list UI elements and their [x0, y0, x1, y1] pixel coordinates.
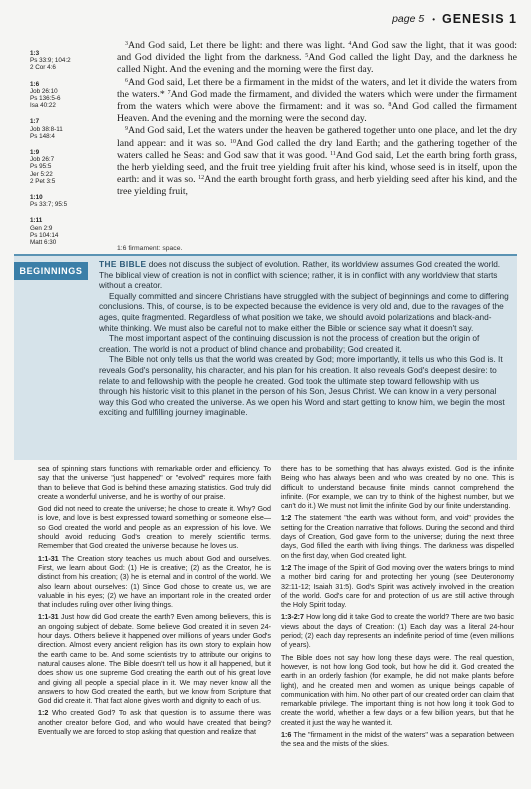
study-note-text: Who created God? To ask that question is to assume there was another creator before God, and who would have created that being? Eventually we are forced to stop asking that question and realize that — [38, 709, 272, 737]
verse-text: And God said, Let there be light: and there was light. — [128, 40, 349, 51]
cross-reference-citation: 2 Cor 4:6 — [30, 64, 56, 72]
verse-number: 4 — [348, 41, 352, 47]
study-note — [281, 514, 514, 560]
verse-text: And God called the light Day, and the darkness he called Night. And the evening and the morning were the first day. — [117, 52, 517, 76]
cross-reference-entry — [30, 194, 100, 208]
study-note-text: there has to be something that has always existed. God is the infinite Being who has always been and who was created by no one. This is difficult to understand because finite minds cannot comprehend the infinite. (For example, we can try to think of the highest number, but we can't do it.) We must not limit the infinite God by our finite understanding. — [281, 465, 514, 511]
verse-text: And God said, Let there be a firmament in the midst of the waters, and let it divide the waters from the waters.* — [117, 76, 517, 100]
cross-reference-citation: Jer 5:22 — [30, 170, 53, 178]
cross-reference-citation: Ps 148:4 — [30, 132, 55, 140]
verse-number: 7 — [167, 89, 171, 96]
verse-number: 9 — [125, 126, 128, 133]
study-note — [281, 613, 514, 650]
study-note-text: God did not need to create the universe; he chose to create it. Why? God is love, and love is best expressed toward something or someone else—so God created the world and people as an expression of his love. We should avoid reducing God's creation to merely scientific terms. Remember that God created the universe because he loves us. — [38, 505, 271, 551]
beginnings-tag: BEGINNINGS — [14, 262, 88, 280]
verse-text: And God called the dry land Earth; and the gathering together of the waters called he Seas: and God saw that it was good. — [117, 137, 517, 161]
study-note-reference: 1:3-2:7 — [281, 613, 305, 622]
beginnings-text — [99, 259, 509, 418]
cross-reference-citation: Ps 104:14 — [30, 231, 59, 239]
beginnings-paragraph: The most important aspect of the continuing discussion is not the process of creation but the origin of creation. The world is not a product of blind chance and probability; God created it. — [99, 333, 480, 354]
beginnings-sidebar — [14, 254, 517, 460]
study-note-text: The Bible does not say how long these days were. The real question, however, is not how long God took, but how he did it. God created the earth in an orderly fashion (for example, he did not make plants before light), and he created men and women as unique beings capable of communication with him. No other part of our created order can claim that remarkable privilege. The important thing is not how long it took God to create the world, whether a few days or a few billion years, but that he created it just the way he wanted it. — [281, 653, 514, 727]
beginnings-paragraph: Equally committed and sincere Christians have struggled with the subject of beginnings and come to differing conclusions. This, of course, is to be expected because the evidence is very old and, due to the ravages of the ages, quite fragmented. Regardless of what position we take, we should avoid polarizations and black-and-white thinking. We must also be careful not to make either the Bible or science say what it doesn't say. — [99, 290, 509, 333]
cross-reference-verse: 1:3 — [30, 50, 40, 57]
verse-number: 10 — [230, 138, 237, 145]
study-note-reference: 1:1-31 — [38, 613, 59, 622]
study-notes-right-column — [281, 465, 514, 753]
cross-reference-citation: Job 26:7 — [30, 156, 55, 164]
study-note-reference: 1:6 — [281, 731, 292, 740]
scripture-paragraph — [117, 125, 517, 198]
study-note — [38, 505, 271, 551]
study-note — [281, 564, 514, 610]
study-note-reference: 1:2 — [281, 514, 292, 523]
cross-reference-entry — [30, 118, 100, 140]
verse-number: 8 — [388, 102, 392, 109]
footnote-text: firmament: space. — [128, 245, 183, 252]
verse-text: And God saw the light, that it was good: and God divided the light from the darkness. — [117, 40, 517, 64]
study-note-text: How long did it take God to create the world? There are two basic views about the days of Creation: (1) Each day was a literal 24-hour period; (2) each day represents an indefinite period of time (even millions of years). — [281, 613, 515, 650]
page-number: page 5 — [392, 13, 425, 25]
verse-number: 3 — [125, 41, 128, 47]
verse-text: And God said, Let the earth bring forth grass, the herb yielding seed, and the fruit tree yielding fruit after his kind, whose seed is in itself, upon the earth: and it was so. — [117, 149, 517, 186]
cross-reference-citation: 2 Pet 3:5 — [30, 177, 56, 185]
cross-reference-citation: Job 26:10 — [30, 87, 58, 95]
study-note — [281, 654, 514, 728]
cross-reference-citation: Ps 33:9; 104:2 — [30, 57, 71, 65]
verse-number: 6 — [125, 77, 128, 84]
cross-reference-verse: 1:9 — [30, 149, 40, 157]
cross-reference-verse: 1:11 — [30, 217, 43, 225]
verse-text: And God called the firmament Heaven. And the evening and the morning were the second day. — [117, 101, 517, 125]
beginnings-paragraph-text: does not discuss the subject of evolution. Rather, its worldview assumes God created the world. The biblical view of creation is not in conflict with science; rather, it is in conflict with any worldview that starts without a creator. — [99, 259, 501, 291]
study-note — [281, 731, 514, 750]
book-title: GENESIS 1 — [442, 12, 517, 26]
study-note-reference: 1:1-31 — [38, 554, 59, 563]
study-note-text: Just how did God create the earth? Even among believers, this is an ongoing subject of debate. Some believe God created it in seven 24-hour days. Others believe it happened over millions of years under God's direction. Almost every ancient religion has its own story to explain how the earth came to be. And some scientists try to attribute our origins to natural causes alone. The Bible doesn't tell us how it all happened, but it does show us one supreme God creating the earth out of his great love and giving all people a special place in it. We may never know all the answers to how God created the earth, but we know from Scripture that God did create it. That fact alone gives worth and dignity to each of us. — [38, 613, 271, 706]
cross-reference-citation: Isa 40:22 — [30, 102, 56, 110]
verse-text: And God said, Let the waters under the heaven be gathered together unto one place, and let the dry land appear: and it was so. — [117, 125, 517, 149]
beginnings-paragraph — [99, 259, 509, 291]
study-note-text: The statement "the earth was without form, and void" provides the setting for the Creation narrative that follows. During the second and third days of Creation, God gave form to the universe; during the next three days, God filled the earth with living things. The darkness was dispelled on the first day, when God created light. — [281, 514, 514, 560]
study-note-text: The Creation story teaches us much about God and ourselves. First, we learn about God: (1) He is creative; (2) as the Creator, he is distinct from his creation; (3) he is eternal and in control of the world. We also learn about ourselves: (1) Since God chose to create us, we are valuable in his eyes; (2) we have an important role in the created order that includes ruling over other living things. — [38, 554, 271, 610]
study-note-text: The "firmament in the midst of the waters" was a separation between the sea and the mists of the skies. — [281, 731, 514, 749]
verse-number: 11 — [330, 150, 336, 157]
cross-reference-citation: Ps 33:7; 95:5 — [30, 201, 68, 209]
cross-reference-citation: Ps 136:5-6 — [30, 95, 61, 103]
cross-reference-entry — [30, 217, 100, 246]
study-note-reference: 1:2 — [38, 709, 49, 718]
study-note — [38, 555, 271, 611]
cross-reference-citation: Job 38:8-11 — [30, 125, 63, 133]
study-notes — [38, 465, 526, 753]
study-notes-left-column — [38, 465, 271, 753]
verse-number: 5 — [305, 53, 309, 60]
translation-footnote — [117, 245, 182, 252]
cross-reference-verse: 1:10 — [30, 194, 43, 202]
study-note-text: sea of spinning stars functions with remarkable order and efficiency. To say that the universe "just happened" or "evolved" requires more faith than to believe that God is behind these amazing statistics. God truly did create a wonderful universe, and he is worthy of our praise. — [38, 465, 271, 501]
cross-reference-entry — [30, 149, 100, 185]
beginnings-lead: THE BIBLE — [99, 259, 147, 269]
study-note — [38, 613, 271, 706]
scripture-text — [117, 40, 517, 199]
verse-number: 12 — [198, 175, 205, 182]
scripture-paragraph — [117, 77, 517, 126]
study-note — [38, 465, 271, 502]
study-note-reference: 1:2 — [281, 563, 292, 572]
running-header — [392, 9, 517, 29]
cross-reference-column — [30, 50, 100, 255]
study-note — [38, 709, 271, 737]
study-note-text: The image of the Spirit of God moving over the waters brings to mind a mother bird caring for and protecting her young (see Deuteronomy 32:11-12; Isaiah 31:5). God's Spirit was actively involved in the creation of the world. God's care for and protection of us are still active through the Holy Spirit today. — [281, 563, 514, 610]
cross-reference-verse: 1:7 — [30, 118, 40, 126]
cross-reference-citation: Ps 95:5 — [30, 163, 52, 171]
cross-reference-citation: Matt 6:30 — [30, 239, 57, 247]
cross-reference-entry — [30, 50, 100, 72]
cross-reference-citation: Gen 2:9 — [30, 224, 53, 232]
cross-reference-entry — [30, 81, 100, 110]
verse-text: And the earth brought forth grass, and herb yielding seed after his kind, and the tree yielding fruit, — [117, 174, 517, 198]
footnote-ref: 1:6 — [117, 245, 127, 252]
cross-reference-verse: 1:6 — [30, 80, 40, 88]
verse-text: And God made the firmament, and divided the waters which were under the firmament from the waters which were above the firmament: and it was so. — [117, 88, 517, 113]
header-separator: • — [432, 14, 435, 24]
scripture-paragraph — [117, 40, 517, 77]
beginnings-paragraph: The Bible not only tells us that the world was created by God; more importantly, it tells us who this God is. It reveals God's personality, his character, and his plan for his creation. It also reveals God's deepest desire: to relate to and fellowship with the people he created. God took the ultimate step toward fellowship with us through his historic visit to this planet in the person of his Son, Jesus Christ. We can know in a very personal way this God who created the universe. As we open his Word and start getting to know him, we begin the most exciting and fulfilling journey imaginable. — [99, 354, 505, 418]
study-note — [281, 465, 514, 511]
